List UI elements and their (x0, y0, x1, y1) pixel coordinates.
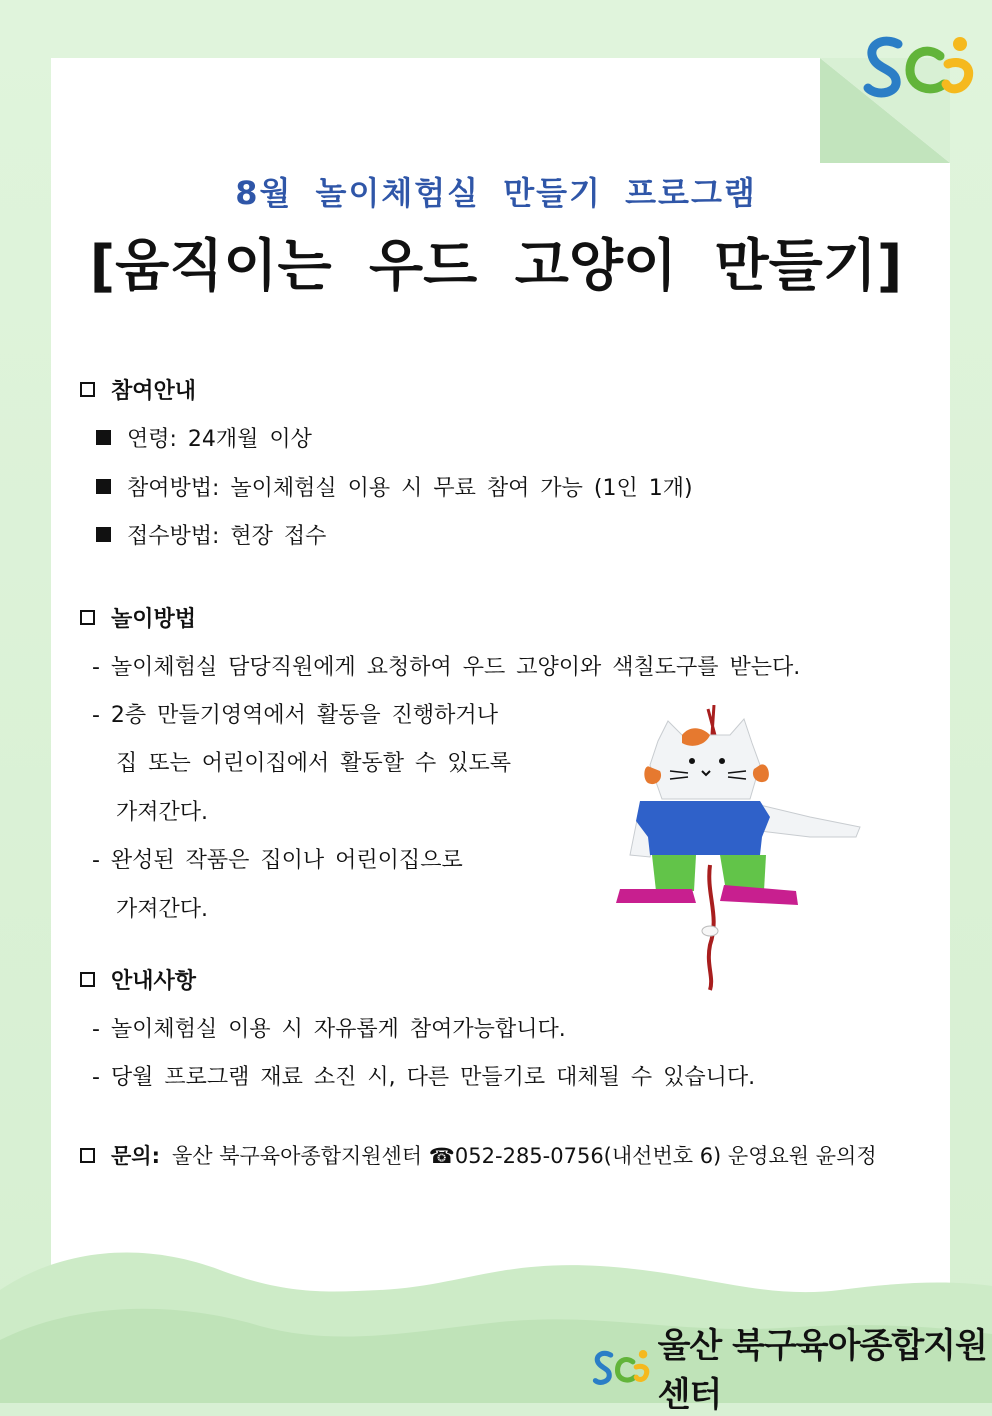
participation-item-method (96, 471, 693, 502)
play-method-line: - 놀이체험실 담당직원에게 요청하여 우드 고양이와 색칠도구를 받는다. (92, 655, 801, 680)
center-logo-icon (862, 30, 980, 102)
play-method-heading (80, 602, 196, 633)
bullet-square-icon (96, 479, 111, 494)
program-title: [움직이는 우드 고양이 만들기] (89, 234, 903, 299)
play-method-line: - 2층 만들기영역에서 활동을 진행하거나 (92, 703, 498, 728)
bullet-square-icon (96, 430, 111, 445)
participation-item-text: 참여방법: 놀이체험실 이용 시 무료 참여 가능 (1인 1개) (127, 476, 693, 501)
checkbox-outline-icon (80, 1148, 95, 1163)
participation-item-age (96, 422, 312, 453)
notice-line: - 놀이체험실 이용 시 자유롭게 참여가능합니다. (92, 1017, 566, 1042)
center-logo-icon (592, 1343, 652, 1391)
participation-item-registration (96, 519, 326, 550)
play-method-line: 집 또는 어린이집에서 활동할 수 있도록 (116, 751, 511, 776)
checkbox-outline-icon (80, 610, 95, 625)
participation-heading-label: 참여안내 (111, 379, 197, 404)
participation-item-text: 접수방법: 현장 접수 (127, 524, 327, 549)
participation-item-text: 연령: 24개월 이상 (127, 427, 312, 452)
wood-cat-illustration (610, 705, 870, 995)
participation-heading (80, 374, 196, 405)
footer-org-name: 울산 북구육아종합지원센터 (657, 1326, 987, 1415)
contact-label: 문의: (111, 1144, 160, 1168)
footer-logo (592, 1318, 992, 1416)
contact-text: 울산 북구육아종합지원센터 ☎052-285-0756(내선번호 6) 운영요원 윤의정 (171, 1144, 877, 1168)
notice-heading-label: 안내사항 (111, 969, 197, 994)
play-method-heading-label: 놀이방법 (111, 607, 197, 632)
bullet-square-icon (96, 527, 111, 542)
contact-info (80, 1140, 877, 1170)
checkbox-outline-icon (80, 382, 95, 397)
play-method-line: 가져간다. (116, 800, 209, 825)
play-method-line: 가져간다. (116, 897, 209, 922)
program-subtitle: 8월 놀이체험실 만들기 프로그램 (235, 174, 757, 212)
notice-line: - 당월 프로그램 재료 소진 시, 다른 만들기로 대체될 수 있습니다. (92, 1065, 756, 1090)
play-method-line: - 완성된 작품은 집이나 어린이집으로 (92, 848, 463, 873)
checkbox-outline-icon (80, 972, 95, 987)
notice-heading (80, 964, 196, 995)
